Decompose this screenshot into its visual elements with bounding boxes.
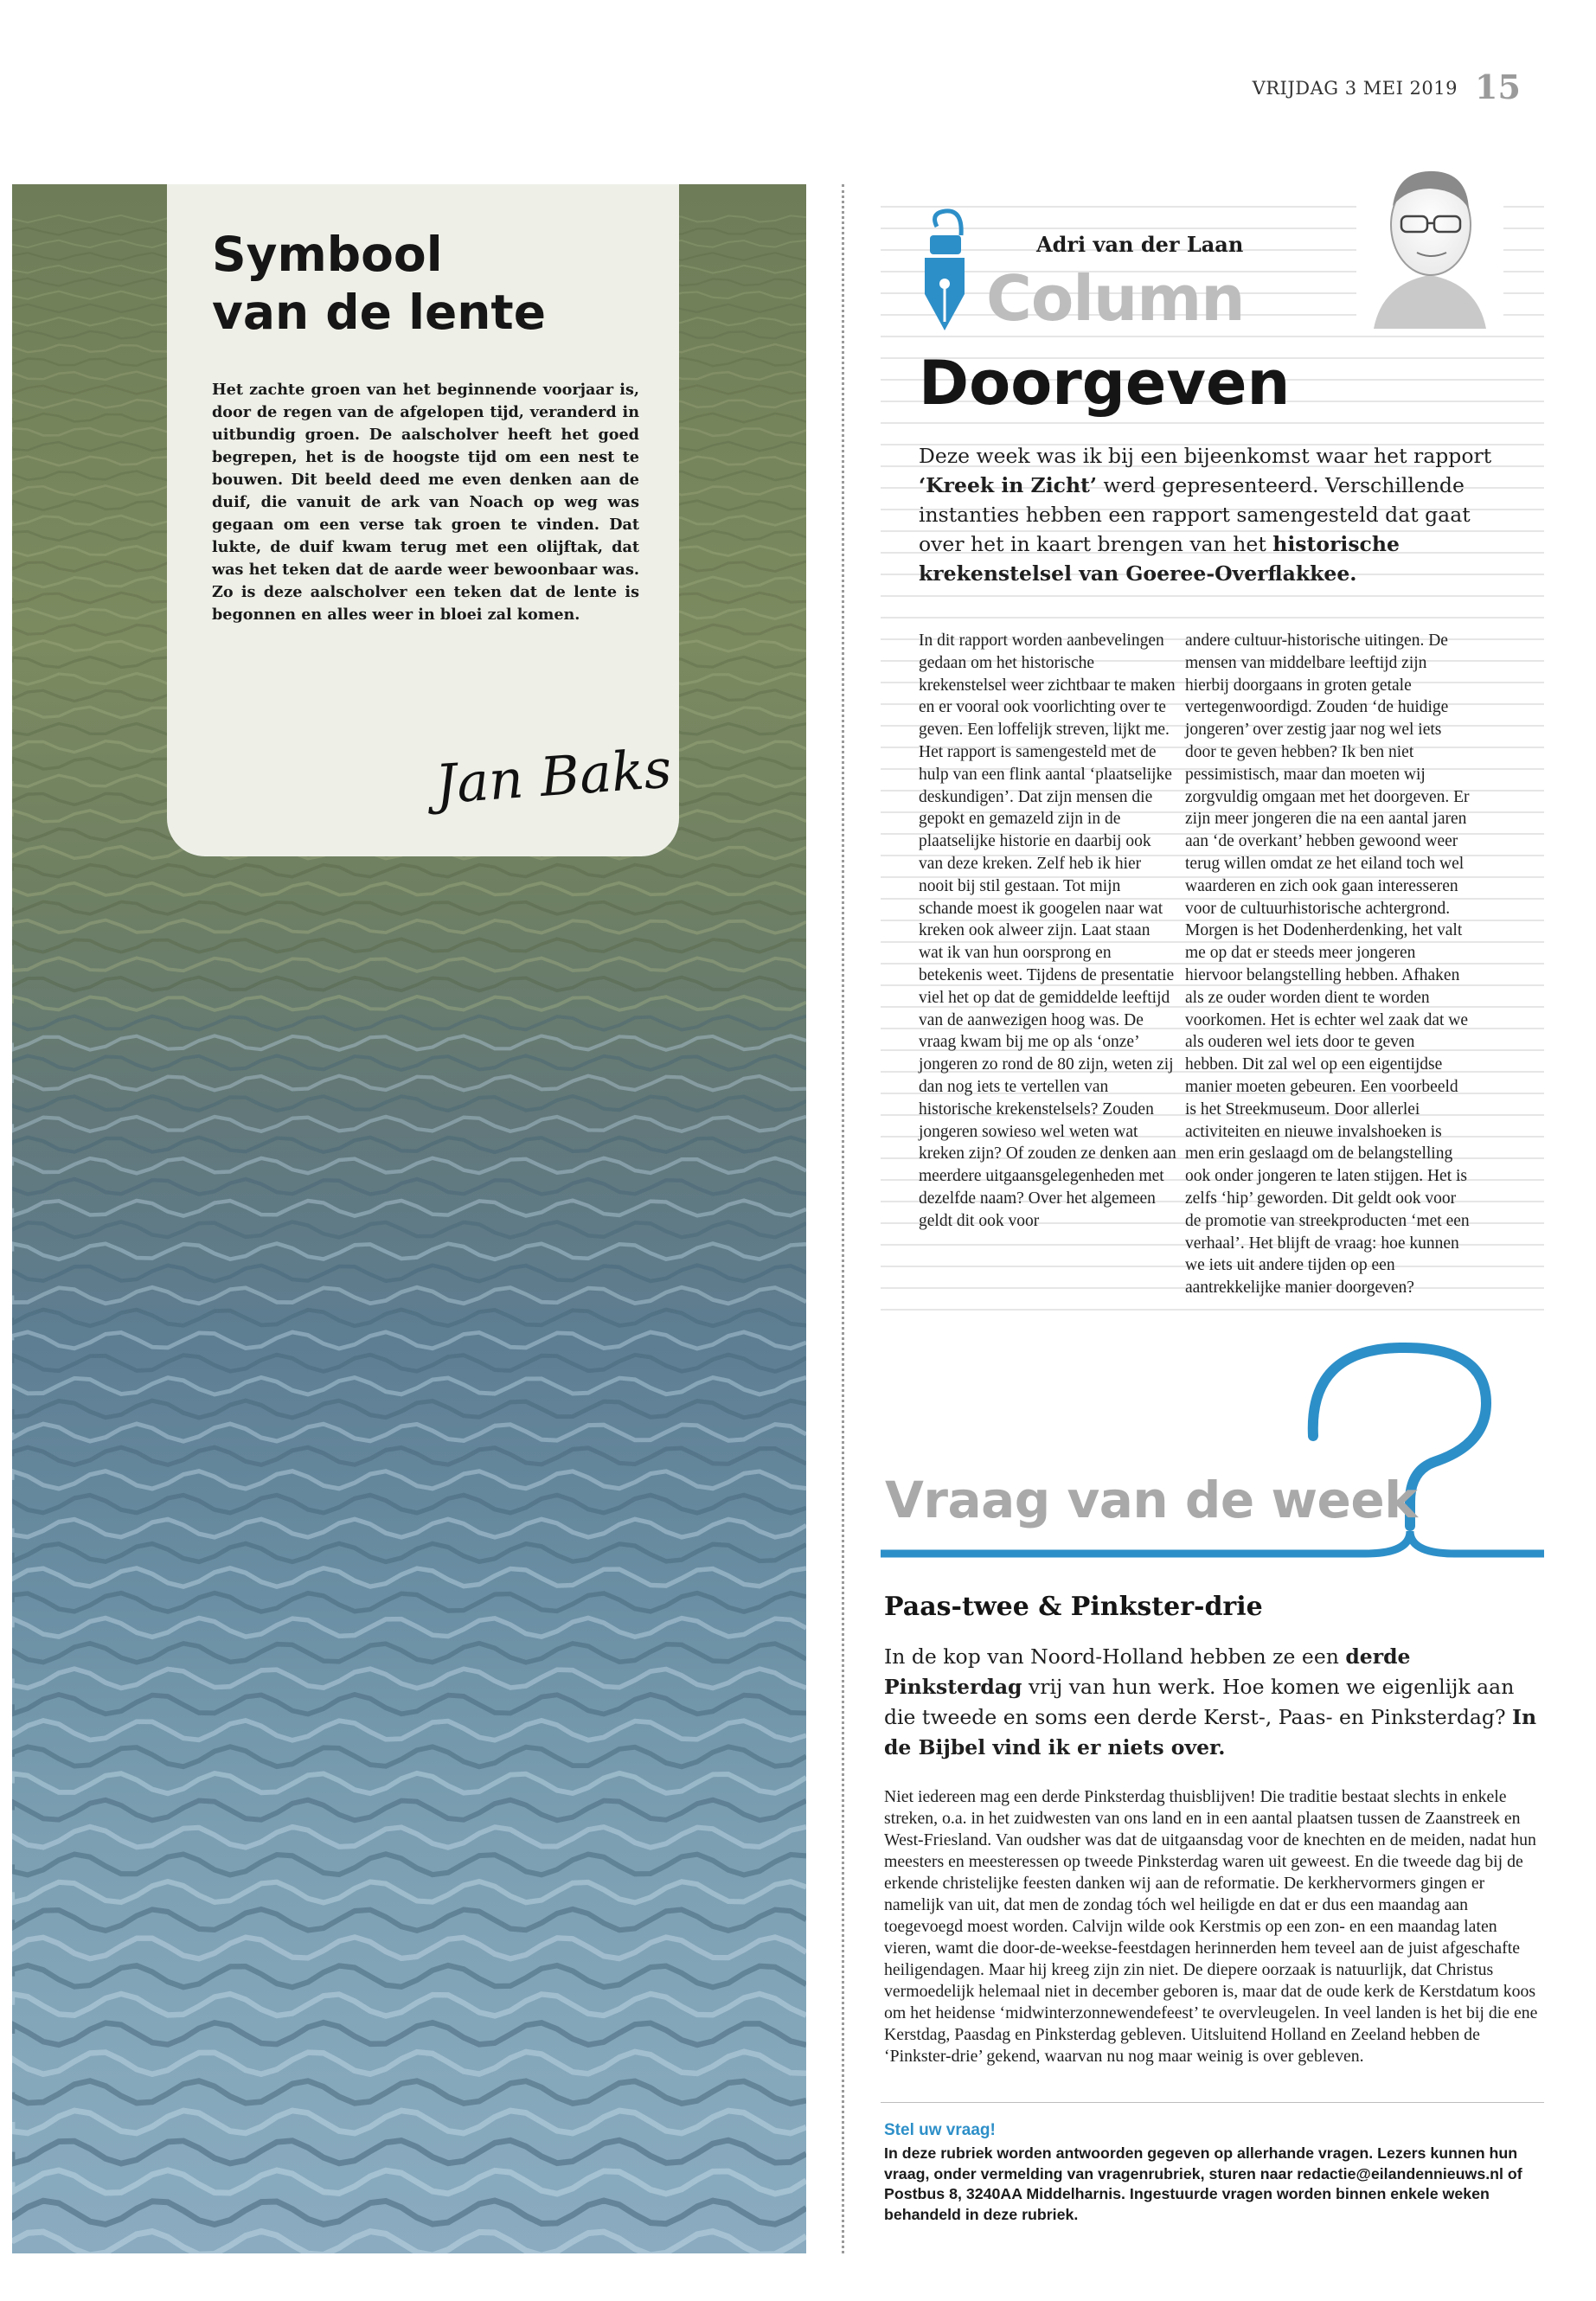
ripple-line	[12, 1543, 806, 1561]
ripple-line	[12, 1266, 806, 1282]
ripple-line	[12, 958, 806, 971]
ripple-line	[12, 883, 806, 896]
photo-caption-card	[167, 184, 679, 856]
ripple-line	[12, 1355, 806, 1371]
ripple-line	[12, 1519, 806, 1537]
ripple-line	[12, 1076, 806, 1091]
ripple-line	[12, 1310, 806, 1326]
ripple-line	[12, 1158, 806, 1174]
ripple-line	[12, 1244, 806, 1259]
ripple-line	[12, 1424, 806, 1441]
vraag-answer: Niet iedereen mag een derde Pinksterdag thuisblijven! Die traditie bestaat slechts in enkele streken, o.a. in het zuidwesten van ons land en in een aantal plaatsen tussen de Zaanstreek en West-Friesland. Van oudsher was dat de uitgaansdag voor de knechten en de meiden, nadat hun meesters en meesteressen op tweede Pinksterdag waren uit geweest. En die tweede dag bij de erkende christelijke feesten danken wij aan de reformatie. De kerkhervormers gingen er namelijk van uit, dat men de zondag tóch wel heiligde en dat er dus een maandag aan toegevoegd moest worden. Calvijn wilde ook Kerstmis op een zon- en een maandag laten vieren, wamt die door-de-weekse-feestdagen herinnerden hem teveel aan de juist afgeschafte heiligendagen. Maar hij kreeg zijn zin niet. De diepere oorzaak is natuurlijk, dat Christus vermoedelijk helemaal niet in december geboren is, maar dat de oude kerk de Kerstdatum koos om het heidense ‘midwinterzonnewendefeest’ te overvleugelen. In veel landen is het bij die ene Kerstdag, Paasdag en Pinksterdag gebleven. Uitsluitend Holland en Zeeland hebben de ‘Pinkster-drie’ gekend, waarvan nu nog maar weinig is over gebleven.	[884, 1787, 1538, 2066]
photographer-signature: Jan Baks	[433, 736, 674, 817]
column-intro: Deze week was ik bij een bijeenkomst waar het rapport ‘Kreek in Zicht’ werd gepresenteerd. Verschillende instanties hebben een rapport samengesteld dat gaat over het in kaart brengen van het historische krekenstelsel van Goeree-Overflakkee.	[919, 444, 1492, 586]
krekenstelsel-phrase: historische krekenstelsel van Goeree-Overflakkee.	[919, 532, 1400, 586]
ripple-line	[12, 2170, 806, 2194]
issue-date: VRIJDAG 3 MEI 2019	[1252, 78, 1458, 99]
fountain-pen-mouse-icon	[911, 201, 978, 339]
ripple-line	[12, 997, 806, 1010]
question-mark-graphic	[881, 1332, 1544, 1566]
ripple-line	[12, 901, 806, 914]
ripple-line	[12, 1937, 806, 1958]
ripple-line	[12, 1854, 806, 1875]
ripple-line	[12, 939, 806, 952]
ripple-line	[12, 1471, 806, 1489]
ripple-line	[12, 1201, 806, 1216]
ripple-line	[12, 2052, 806, 2074]
ripple-line	[12, 1618, 806, 1637]
column-label: Column	[986, 262, 1245, 335]
ripple-line	[12, 1644, 806, 1663]
page-number: 15	[1475, 67, 1521, 106]
ripple-line	[12, 1332, 806, 1349]
ripple-line	[12, 1035, 806, 1049]
ripple-line	[12, 2231, 806, 2253]
photo-feature-title-line2: van de lente	[212, 285, 546, 340]
ripple-line	[12, 2081, 806, 2104]
ripple-line	[12, 2140, 806, 2163]
ripple-line	[12, 1447, 806, 1465]
column-divider	[842, 184, 844, 2253]
author-portrait	[1356, 145, 1503, 329]
photo-feature-title-line1: Symbool	[212, 227, 443, 282]
ripple-line	[12, 1827, 806, 1848]
ripple-line	[12, 1773, 806, 1794]
column-author: Adri van der Laan	[1036, 232, 1244, 257]
column-body-right: andere cultuur-historische uitingen. De mensen van middelbare leeftijd zijn hierbij doorgaans in groten getale vertegenwoordigd. Zouden ‘de huidige jongeren’ over zestig jaar nog wel iets door te geven hebben? Ik ben niet pessimistisch, maar dan moeten wij zorgvuldig omgaan met het doorgeven. Er zijn meer jongeren die na een aantal jaren aan ‘de overkant’ hebben gewoond weer terug willen omdat ze het eiland toch wel waarderen en zich ook gaan interesseren voor de cultuurhistorische achtergrond. Morgen is het Dodenherdenking, het valt me op dat er steeds meer jongeren hiervoor belangstelling hebben. Afhaken als ze ouder worden dient te worden voorkomen. Het is echter wel zaak dat we als ouderen wel iets door te geven hebben. Dit zal wel op een eigentijdse manier moeten gebeuren. Een voorbeeld is het Streekmuseum. Door allerlei activiteiten en nieuwe invalshoeken is men erin geslaagd om de belangstelling ook onder jongeren te laten stijgen. Het is zelfs ‘hip’ geworden. Dit geldt ook voor de promotie van streekproducten ‘met een verhaal’. Het blijft de vraag: hoe kunnen we iets uit andere tijden op een aantrekkelijke manier doorgeven?	[1185, 631, 1470, 1298]
ripple-line	[12, 1400, 806, 1418]
vraag-question: In de kop van Noord-Holland hebben ze een derde Pinksterdag vrij van hun werk. Hoe komen we eigenlijk aan die tweede en soms een derde Kerst-, Paas- en Pinksterdag? In de Bijbel vind ik er niets over.	[884, 1644, 1537, 1759]
ripple-line	[12, 2022, 806, 2045]
vraag-section-label: Vraag van de week	[885, 1471, 1418, 1529]
ripple-line	[12, 1721, 806, 1740]
ripple-line	[12, 920, 806, 933]
ripple-line	[12, 2111, 806, 2133]
ripple-line	[12, 1994, 806, 2016]
report-name: ‘Kreek in Zicht’	[919, 473, 1098, 497]
ripple-line	[12, 977, 806, 991]
ripple-line	[12, 1669, 806, 1689]
ripple-line	[12, 1377, 806, 1394]
stel-uw-vraag-text: In deze rubriek worden antwoorden gegeven op allerhande vragen. Lezers kunnen hun vraag, onder vermelding van vragenrubriek, sturen naar redactie@eilandennieuws.nl of Postbus 8, 3240AA Middelharnis. Ingestuurde vragen worden binnen enkele weken behandeld in deze rubriek.	[884, 2144, 1522, 2223]
photo-feature-title	[212, 226, 644, 342]
ripple-line	[12, 1055, 806, 1070]
ripple-line	[12, 1016, 806, 1030]
vraag-title: Paas-twee & Pinkster-drie	[884, 1592, 1263, 1622]
ripple-line	[12, 1096, 806, 1111]
ripple-line	[12, 1800, 806, 1821]
ripple-line	[12, 1593, 806, 1612]
column-body-left: In dit rapport worden aanbevelingen gedaan om het historische krekenstelsel weer zichtbaar te maken en er vooral ook voorlichting over te geven. Een loffelijk streven, lijkt me. Het rapport is samengesteld met de hulp van een flink aantal ‘plaatselijke deskundigen’. Dat zijn mensen die gepokt en gemazeld zijn in de plaatselijke historie en daarbij ook van deze kreken. Zelf heb ik hier nooit bij stil gestaan. Tot mijn schande moest ik googelen naar wat kreken ook alweer zijn. Laat staan wat ik van hun oorsprong en betekenis weet. Tijdens de presentatie viel het op dat de gemiddelde leeftijd van de aanwezigen hoog was. De vraag kwam bij me op als ‘onze’ jongeren zo rond de 80 zijn, weten zij dan nog iets te vertellen van historische krekenstelsels? Zouden jongeren sowieso wel weten wat kreken zijn? Of zouden ze denken aan meerdere uitgaansgelegenheden met dezelfde naam? Over het algemeen geldt dit ook voor	[919, 631, 1176, 1230]
ripple-line	[12, 1965, 806, 1987]
ripple-line	[12, 1568, 806, 1586]
ripple-line	[12, 1909, 806, 1931]
ripple-line	[12, 2201, 806, 2225]
ripple-line	[12, 1222, 806, 1238]
photo-feature-text: Het zachte groen van het beginnende voorjaar is, door de regen van de afgelopen tijd, veranderd in uitbundig groen. De aalscholver heeft het goed begrepen, het is de hoogste tijd om een nest te bouwen. Dit beeld deed me even denken aan de duif, die vanuit de ark van Noach op weg was gegaan om een verse tak groen te vinden. Dat lukte, de duif kwam terug met een olijftak, dat was het teken dat de aarde weer bewoonbaar was. Zo is deze aalscholver een teken dat de lente is begonnen en alles weer in bloei zal komen.	[212, 381, 639, 624]
column-title: Doorgeven	[919, 348, 1291, 419]
ripple-line	[12, 865, 806, 877]
vraag-separator	[881, 2102, 1544, 2103]
ripple-line	[12, 1179, 806, 1195]
ripple-line	[12, 1287, 806, 1304]
ripple-line	[12, 1747, 806, 1766]
ripple-line	[12, 1695, 806, 1715]
ripple-line	[12, 1881, 806, 1903]
ripple-line	[12, 1138, 806, 1152]
ripple-line	[12, 1117, 806, 1131]
stel-uw-vraag-heading: Stel uw vraag!	[884, 2121, 996, 2139]
ripple-line	[12, 1495, 806, 1513]
